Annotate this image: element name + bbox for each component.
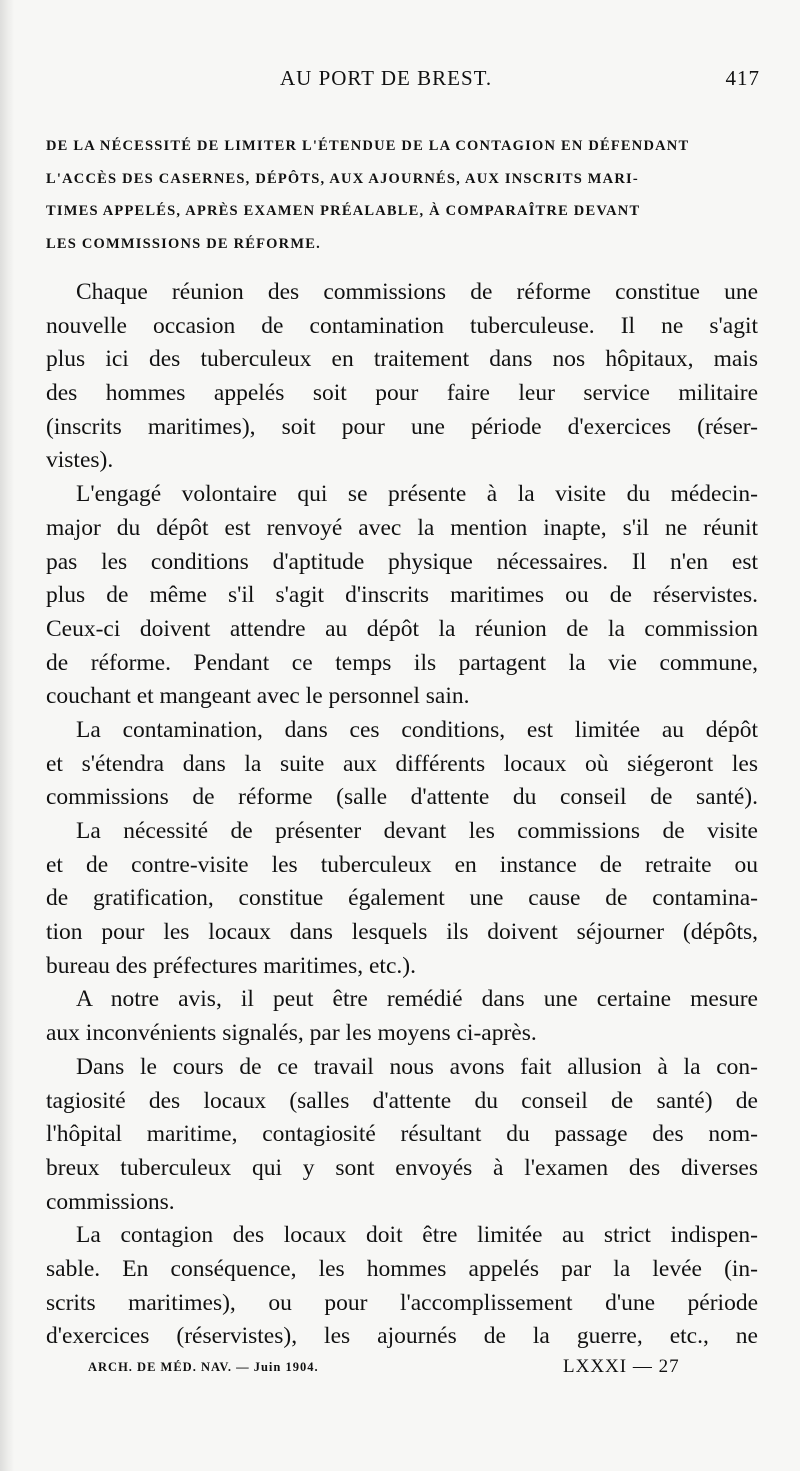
running-title: AU PORT DE BREST. — [280, 66, 493, 90]
text-line: couchant et mangeant avec le personnel sain. — [46, 683, 470, 710]
text-line: A notre avis, il peut être remédié dans une certaine mesure — [76, 986, 758, 1013]
text-line: commissions. — [46, 1188, 175, 1215]
body-text — [46, 276, 758, 1354]
text-line: (inscrits maritimes), soit pour une période d'exercices (réser- — [46, 413, 758, 440]
text-line: de gratification, constitue également une cause de contamina- — [46, 885, 758, 912]
running-head — [44, 66, 760, 96]
text-line: des hommes appelés soit pour faire leur service militaire — [46, 380, 758, 407]
heading-line: LES COMMISSIONS DE RÉFORME. — [46, 235, 321, 252]
text-line: et s'étendra dans la suite aux différents locaux où siégeront les — [46, 750, 758, 777]
text-line: sable. En conséquence, les hommes appelés par la levée (in- — [46, 1255, 758, 1282]
page-number: 417 — [725, 66, 760, 90]
text-line: l'hôpital maritime, contagiosité résultant du passage des nom- — [46, 1121, 758, 1148]
text-line: aux inconvénients signalés, par les moyens ci-après. — [46, 1020, 537, 1047]
section-heading — [46, 130, 758, 260]
text-line: scrits maritimes), ou pour l'accomplissement d'une période — [46, 1289, 758, 1316]
text-line: La contagion des locaux doit être limitée au strict indispen- — [76, 1222, 758, 1249]
text-line: La contamination, dans ces conditions, est limitée au dépôt — [76, 716, 758, 743]
text-line: plus ici des tuberculeux en traitement dans nos hôpitaux, mais — [46, 346, 758, 373]
text-line: major du dépôt est renvoyé avec la mention inapte, s'il ne réunit — [46, 514, 758, 541]
journal-citation: ARCH. DE MÉD. NAV. — Juin 1904. — [88, 1360, 319, 1374]
heading-line: DE LA NÉCESSITÉ DE LIMITER L'ÉTENDUE DE LA CONTAGION EN DÉFENDANT — [46, 138, 690, 154]
text-line: pas les conditions d'aptitude physique nécessaires. Il n'en est — [46, 548, 758, 575]
text-line: tion pour les locaux dans lesquels ils doivent séjourner (dépôts, — [46, 919, 758, 946]
text-line: commissions de réforme (salle d'attente du conseil de santé). — [46, 784, 758, 811]
text-line: bureau des préfectures maritimes, etc.). — [46, 952, 416, 979]
text-line: plus de même s'il s'agit d'inscrits maritimes ou de réservistes. — [46, 582, 758, 609]
text-line: La nécessité de présenter devant les commissions de visite — [76, 818, 758, 844]
text-line: d'exercices (réservistes), les ajournés de la guerre, etc., ne — [46, 1323, 758, 1350]
text-line: de réforme. Pendant ce temps ils partagent la vie commune, — [46, 649, 758, 676]
text-line: Chaque réunion des commissions de réforme constitue une — [76, 279, 758, 305]
signature-mark: LXXXI — 27 — [563, 1356, 680, 1377]
text-line: vistes). — [46, 447, 114, 474]
text-line: breux tuberculeux qui y sont envoyés à l'examen des diverses — [46, 1154, 758, 1181]
text-line: Dans le cours de ce travail nous avons fait allusion à la con- — [76, 1053, 758, 1080]
heading-line: TIMES APPELÉS, APRÈS EXAMEN PRÉALABLE, À COMPARAÎTRE DEVANT — [46, 203, 641, 219]
heading-line: L'ACCÈS DES CASERNES, DÉPÔTS, AUX AJOURNÉS, AUX INSCRITS MARI- — [46, 170, 639, 187]
text-line: tagiosité des locaux (salles d'attente du conseil de santé) de — [46, 1087, 758, 1114]
text-line: nouvelle occasion de contamination tuberculeuse. Il ne s'agit — [46, 312, 758, 339]
text-line: Ceux-ci doivent attendre au dépôt la réunion de la commission — [46, 615, 758, 642]
text-line: et de contre-visite les tuberculeux en instance de retraite ou — [46, 851, 758, 878]
text-line: L'engagé volontaire qui se présente à la visite du médecin- — [76, 481, 758, 508]
page-footer — [88, 1356, 748, 1386]
